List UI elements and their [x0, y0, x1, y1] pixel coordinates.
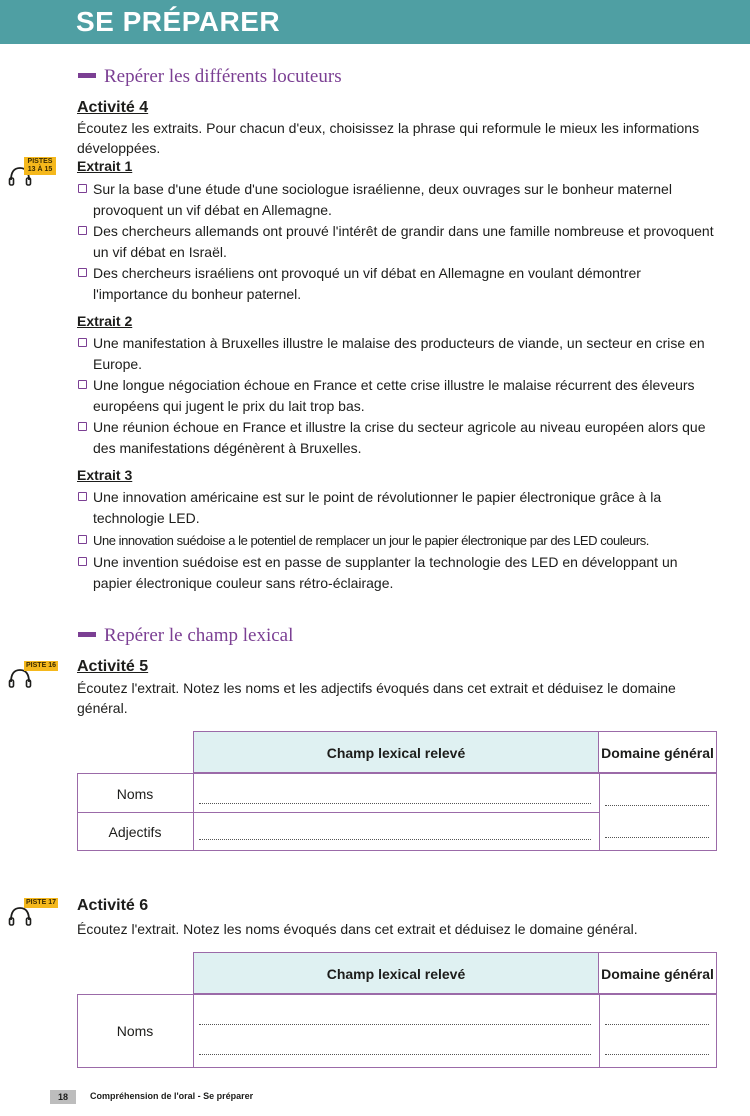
table-header-champ: Champ lexical relevé — [193, 952, 599, 994]
footer-text: Compréhension de l'oral - Se préparer — [90, 1091, 254, 1101]
table-header-domaine: Domaine général — [599, 731, 717, 773]
row-label-adjectifs: Adjectifs — [108, 824, 162, 840]
headphones-icon — [8, 905, 32, 927]
option-item[interactable]: Une innovation suédoise a le potentiel de remplacer un jour le papier électronique par des LED couleurs. — [77, 530, 717, 551]
activity-6-table — [77, 952, 717, 1068]
answer-line[interactable] — [199, 1054, 591, 1055]
table-divider — [599, 773, 600, 851]
checkbox[interactable] — [78, 535, 87, 544]
option-item[interactable]: Une invention suédoise est en passe de supplanter la technologie des LED en développant un papier électronique couleur sans rétro-éclairage. — [77, 552, 717, 594]
extrait-3-label: Extrait 3 — [77, 467, 133, 483]
checkbox[interactable] — [78, 422, 87, 431]
extrait-2-label: Extrait 2 — [77, 313, 133, 329]
option-item[interactable]: Des chercheurs allemands ont prouvé l'intérêt de grandir dans une famille nombreuse et provoquent un vif débat en Israël. — [77, 221, 717, 263]
checkbox[interactable] — [78, 268, 87, 277]
table-divider — [599, 994, 600, 1068]
row-label-noms: Noms — [116, 1023, 154, 1039]
option-item[interactable]: Une longue négociation échoue en France et cette crise illustre le malaise récurrent des éleveurs européens qui jugent le prix du lait trop bas. — [77, 375, 717, 417]
option-item[interactable]: Une innovation américaine est sur le point de révolutionner le papier électronique grâce à la technologie LED. — [77, 487, 717, 529]
activity-5-table — [77, 731, 717, 851]
option-item[interactable]: Une réunion échoue en France et illustre la crise du secteur agricole au niveau européen alors que des manifestations dégénèrent à Bruxelles. — [77, 417, 717, 459]
section-bar — [78, 632, 96, 637]
answer-line[interactable] — [605, 805, 709, 806]
checkbox[interactable] — [78, 380, 87, 389]
checkbox[interactable] — [78, 492, 87, 501]
section-title-text: Repérer le champ lexical — [104, 625, 294, 646]
section-title-locuteurs — [78, 66, 342, 88]
activity-5-title: Activité 5 — [77, 658, 149, 675]
section-title-champ-lexical — [78, 625, 293, 647]
table-header-domaine: Domaine général — [599, 952, 717, 994]
answer-line[interactable] — [605, 1054, 709, 1055]
checkbox[interactable] — [78, 184, 87, 193]
table-header-champ: Champ lexical relevé — [193, 731, 599, 773]
answer-line[interactable] — [605, 1024, 709, 1025]
section-bar — [78, 73, 96, 78]
checkbox[interactable] — [78, 226, 87, 235]
activity-4-instruction: Écoutez les extraits. Pour chacun d'eux, choisissez la phrase qui reformule le mieux les informations développées. — [77, 120, 700, 156]
page-title: SE PRÉPARER — [76, 6, 281, 37]
extrait-1-label: Extrait 1 — [77, 158, 133, 174]
answer-line[interactable] — [199, 803, 591, 804]
answer-line[interactable] — [605, 837, 709, 838]
checkbox[interactable] — [78, 557, 87, 566]
option-item[interactable]: Des chercheurs israéliens ont provoqué un vif débat en Allemagne en voulant démontrer l'importance du bonheur paternel. — [77, 263, 717, 305]
activity-5-instruction: Écoutez l'extrait. Notez les noms et les adjectifs évoqués dans cet extrait et déduisez le domaine général. — [77, 680, 676, 716]
table-divider — [193, 994, 194, 1068]
activity-4-title: Activité 4 — [77, 99, 149, 116]
checkbox[interactable] — [78, 338, 87, 347]
piste-badge: PISTE 17 — [24, 898, 58, 908]
table-divider — [77, 812, 599, 813]
activity-6-instruction: Écoutez l'extrait. Notez les noms évoqués dans cet extrait et déduisez le domaine général. — [77, 921, 638, 937]
row-label-noms: Noms — [116, 786, 154, 802]
option-item[interactable]: Une manifestation à Bruxelles illustre le malaise des producteurs de viande, un secteur en crise en Europe. — [77, 333, 717, 375]
answer-line[interactable] — [199, 839, 591, 840]
option-item[interactable]: Sur la base d'une étude d'une sociologue israélienne, deux ouvrages sur le bonheur maternel provoquent un vif débat en Allemagne. — [77, 179, 717, 221]
pistes-badge: PISTES 13 À 15 — [24, 157, 56, 175]
page-number: 18 — [50, 1090, 76, 1104]
page-header — [0, 0, 750, 44]
answer-line[interactable] — [199, 1024, 591, 1025]
piste-badge: PISTE 16 — [24, 661, 58, 671]
section-title-text: Repérer les différents locuteurs — [104, 66, 342, 87]
activity-6-title: Activité 6 — [77, 897, 149, 914]
